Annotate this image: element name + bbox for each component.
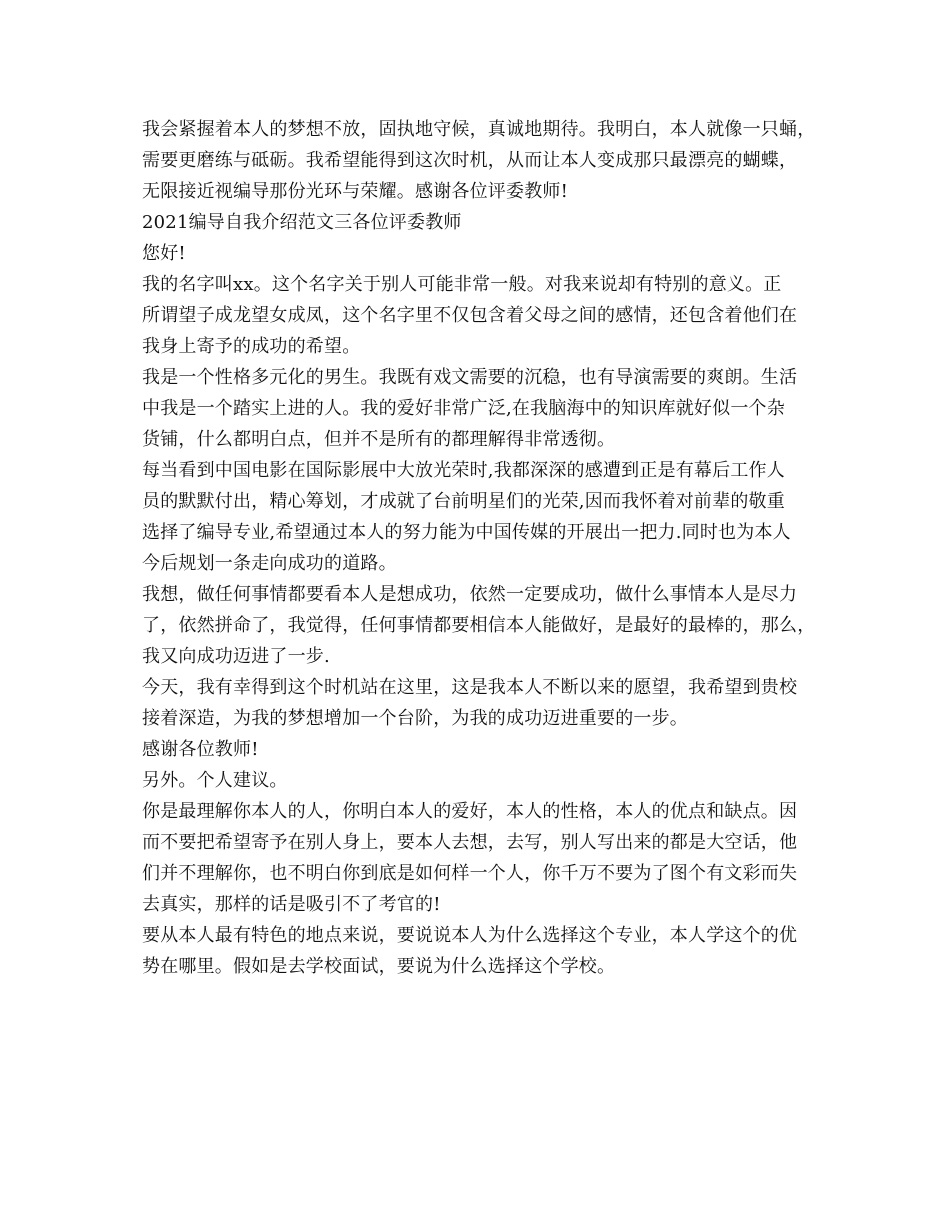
paragraph-thanks: 感谢各位教师! (142, 739, 259, 760)
section-heading: 2021编导自我介绍范文三各位评委教师 (142, 212, 462, 233)
paragraph-motivation: 每当看到中国电影在国际影展中大放光荣时,我都深深的感遭到正是有幕后工作人 员的默默付出，精心筹划，才成就了台前明星们的光荣,因而我怀着对前辈的敬重 选择了编导专业,希望通过本人的努力能为中国传媒的开展出一把力.同时也为本人 今后规划一条走向成功的道路。 (142, 460, 791, 574)
paragraph-closing-thanks: 我会紧握着本人的梦想不放，固执地守候，真诚地期待。我明白，本人就像一只蛹， 需要更磨练与砥砺。我希望能得到这次时机，从而让本人变成那只最漂亮的蝴蝶， 无限接近视编导那份光环与荣耀。感谢各位评委教师! (142, 119, 816, 202)
paragraph-advice-heading: 另外。个人建议。 (142, 770, 288, 791)
paragraph-personality: 我是一个性格多元化的男生。我既有戏文需要的沉稳，也有导演需要的爽朗。生活 中我是一个踏实上进的人。我的爱好非常广泛,在我脑海中的知识库就好似一个杂 货铺，什么都明白点，但并不是所有的都理解得非常透彻。 (142, 367, 798, 450)
paragraph-today: 今天，我有幸得到这个时机站在这里，这是我本人不断以来的愿望，我希望到贵校 接着深造，为我的梦想增加一个台阶，为我的成功迈进重要的一步。 (142, 677, 798, 729)
paragraph-name: 我的名字叫xx。这个名字关于别人可能非常一般。对我来说却有特别的意义。正 所谓望子成龙望女成凤，这个名字里不仅包含着父母之间的感情，还包含着他们在 我身上寄予的成功的希望。 (142, 274, 798, 357)
paragraph-advice-self: 你是最理解你本人的人，你明白本人的爱好，本人的性格，本人的优点和缺点。因 而不要把希望寄予在别人身上，要本人去想，去写，别人写出来的都是大空话，他 们并不理解你，也不明白你到底是如何样一个人，你千万不要为了图个有文彩而失 去真实，那样的话是吸引不了考官的! (142, 801, 798, 915)
paragraph-determination: 我想，做任何事情都要看本人是想成功，依然一定要成功，做什么事情本人是尽力 了，依然拼命了，我觉得，任何事情都要相信本人能做好，是最好的最棒的，那么， 我又向成功迈进了一步. (142, 584, 816, 667)
paragraph-greeting: 您好! (142, 243, 186, 264)
paragraph-advice-feature: 要从本人最有特色的地点来说，要说说本人为什么选择这个专业，本人学这个的优 势在哪里。假如是去学校面试，要说为什么选择这个学校。 (142, 925, 798, 977)
document-body (142, 114, 832, 982)
